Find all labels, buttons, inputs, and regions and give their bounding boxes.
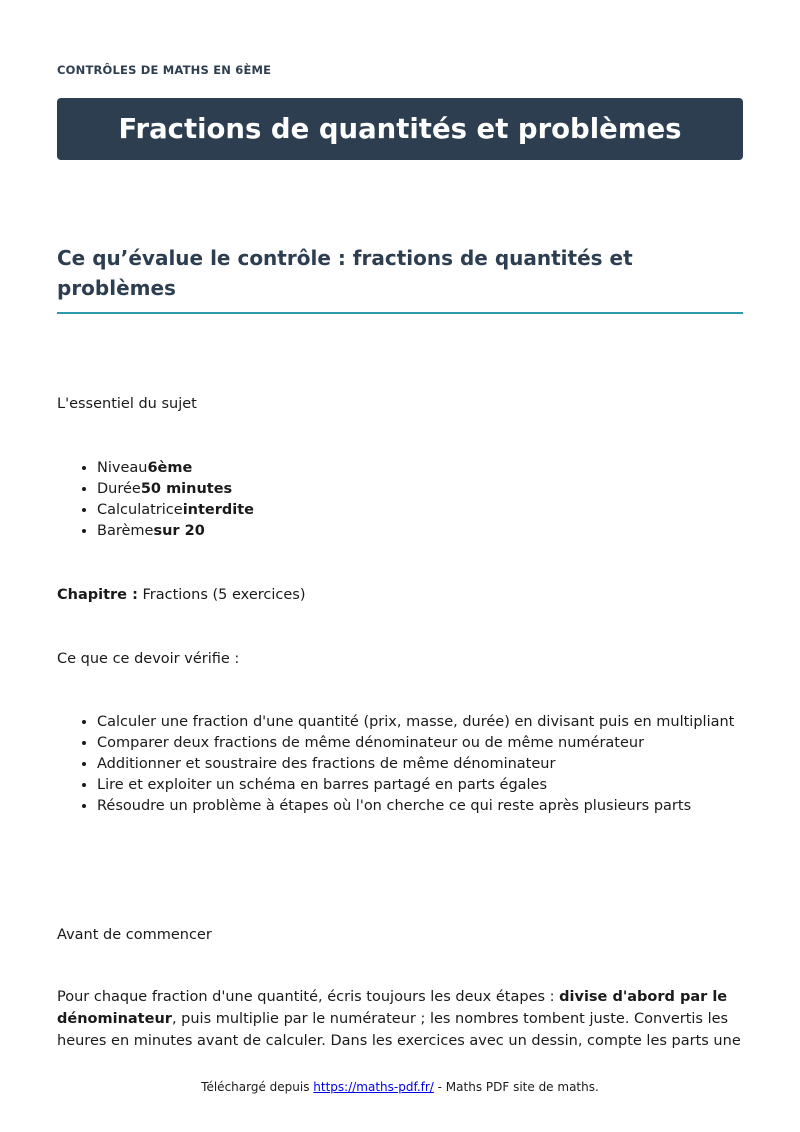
list-item bbox=[97, 479, 254, 500]
item-value: sur 20 bbox=[153, 523, 205, 539]
essentials-intro: L'essentiel du sujet bbox=[57, 396, 197, 412]
item-label: Durée bbox=[97, 481, 141, 497]
footer-prefix: Téléchargé depuis bbox=[201, 1080, 314, 1094]
chapter-label: Chapitre : bbox=[57, 587, 138, 603]
item-label: Barème bbox=[97, 523, 154, 539]
text-part: Pour chaque fraction d'une quantité, écris toujours les deux étapes : bbox=[57, 989, 560, 1005]
list-item bbox=[97, 458, 254, 479]
chapter-line bbox=[57, 585, 306, 606]
list-item: • Additionner et soustraire des fractions de même dénominateur bbox=[97, 754, 734, 775]
list-item: • Lire et exploiter un schéma en barres partagé en parts égales bbox=[97, 775, 734, 796]
title-banner bbox=[57, 98, 743, 160]
item-label: Niveau bbox=[97, 460, 148, 476]
chapter-value: Fractions (5 exercices) bbox=[142, 587, 306, 603]
checks-intro: Ce que ce devoir vérifie : bbox=[57, 651, 240, 667]
list-item bbox=[97, 521, 254, 542]
item-label: Calculatrice bbox=[97, 502, 183, 518]
footer-link[interactable]: https://maths-pdf.fr/ bbox=[313, 1080, 434, 1094]
document-title: Fractions de quantités et problèmes bbox=[118, 113, 682, 145]
item-value: 6ème bbox=[147, 460, 193, 476]
before-start-text bbox=[57, 986, 743, 1049]
document-kicker: CONTRÔLES DE MATHS EN 6ÈME bbox=[57, 63, 272, 77]
item-value: 50 minutes bbox=[140, 481, 233, 497]
text-emphasis: divise d'abord par le dénominateur bbox=[57, 989, 728, 1027]
list-item: • Calculer une fraction d'une quantité (prix, masse, durée) en divisant puis en multipliant bbox=[97, 712, 734, 733]
text-part: , puis multiplie par le numérateur ; les nombres tombent juste. Convertis les heures en minutes avant de calculer. Dans les exercices avec un dessin, compte les parts une bbox=[57, 1011, 741, 1049]
list-item: • Comparer deux fractions de même dénominateur ou de même numérateur bbox=[97, 733, 734, 754]
item-value: interdite bbox=[182, 502, 255, 518]
page-footer bbox=[0, 1080, 800, 1094]
footer-suffix: - Maths PDF site de maths. bbox=[433, 1080, 599, 1094]
list-item: • Résoudre un problème à étapes où l'on cherche ce qui reste après plusieurs parts bbox=[97, 796, 734, 817]
before-start-heading: Avant de commencer bbox=[57, 927, 212, 943]
checks-list bbox=[57, 712, 734, 817]
section-heading: Ce qu’évalue le contrôle : fractions de quantités et problèmes bbox=[57, 243, 743, 314]
list-item bbox=[97, 500, 254, 521]
essentials-list bbox=[57, 458, 254, 542]
